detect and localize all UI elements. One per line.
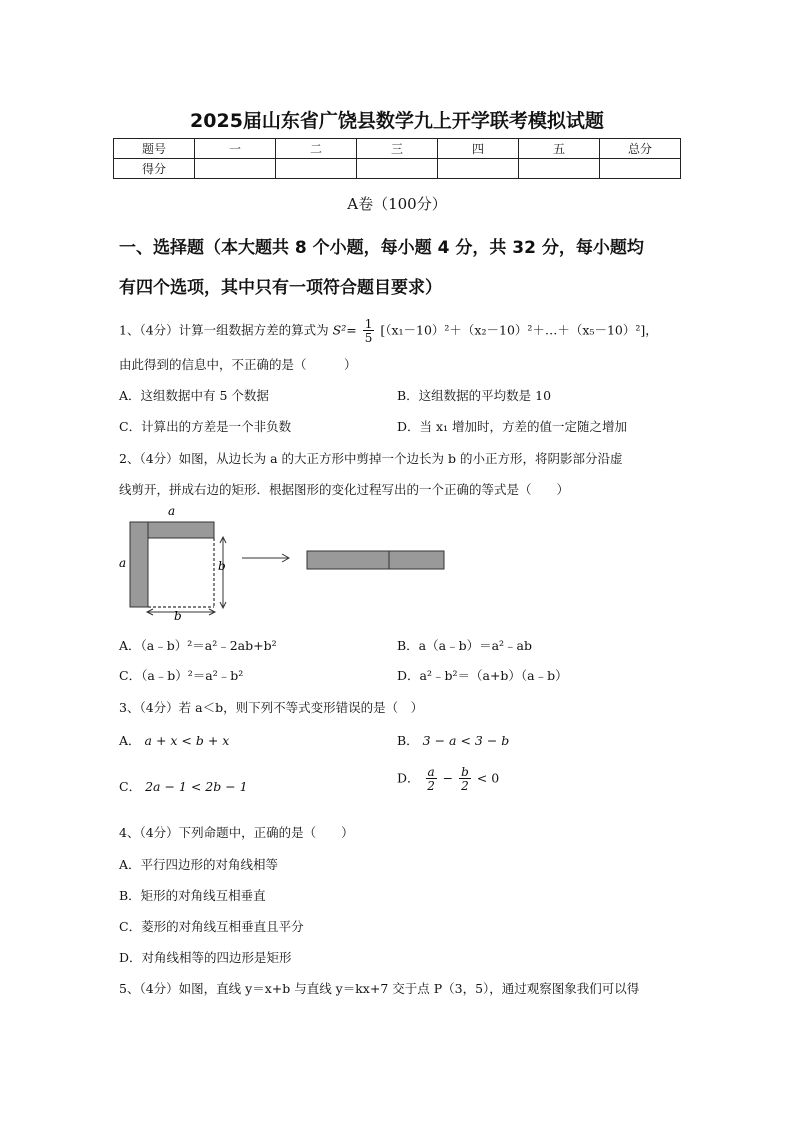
q2-label-b-right: b [218,559,226,573]
q4-option-a[interactable]: A．平行四边形的对角线相等 [119,857,279,872]
q3-option-b[interactable] [397,731,509,749]
q3-option-b-expr: 3 − a < 3 − b [422,733,510,748]
q1-stem [119,318,658,344]
score-cell[interactable] [357,159,438,179]
q3-option-a-prefix: A． [119,733,141,748]
q3-option-c[interactable] [119,777,248,795]
q3-option-c-expr: 2a − 1 < 2b − 1 [145,779,248,794]
q3-option-d-frac2 [459,766,471,792]
q1-variance-symbol: S²= [332,322,357,338]
q2-label-b-bottom: b [174,609,182,620]
q3-option-b-prefix: B． [397,733,419,748]
q1-stem-line2: 由此得到的信息中，不正确的是（ ） [119,357,357,372]
q4-option-b[interactable]: B．矩形的对角线互相垂直 [119,888,266,903]
section-heading-line1: 一、选择题（本大题共 8 个小题，每小题 4 分，共 32 分，每小题均 [119,238,644,258]
q1-formula: [（x₁－10）²＋（x₂－10）²＋…＋（x₅－10）²]， [380,322,658,338]
q3-option-c-prefix: C． [119,779,142,794]
q2-shaded-horizontal-strip [148,522,214,538]
section-heading-line2: 有四个选项，其中只有一项符合题目要求） [119,278,442,298]
page-title: 2025届山东省广饶县数学九上开学联考模拟试题 [190,110,604,132]
q1-stem-prefix: 1、（4分）计算一组数据方差的算式为 [119,322,329,338]
q2-option-a[interactable]: A．（a﹣b）²＝a²﹣2ab+b² [119,638,277,653]
q3-option-d-tail: < 0 [476,770,500,786]
q4-stem: 4、（4分）下列命题中，正确的是（ ） [119,825,354,840]
q3-frac2-num: b [461,765,469,779]
q3-option-d-prefix: D． [397,770,420,786]
q2-result-rect-right [389,551,444,569]
q4-option-d[interactable]: D．对角线相等的四边形是矩形 [119,950,292,965]
q3-option-d-minus: − [442,770,454,786]
q2-label-a-top: a [168,504,176,518]
q3-option-a-expr: a + x < b + x [144,733,230,748]
score-header-cell: 二 [276,139,357,159]
q1-option-b[interactable]: B．这组数据的平均数是 10 [397,388,552,403]
q3-option-d[interactable] [397,766,499,792]
q1-option-d[interactable]: D．当 x₁ 增加时，方差的值一定随之增加 [397,419,628,434]
score-cell[interactable] [600,159,681,179]
score-header-cell: 四 [438,139,519,159]
q1-option-a[interactable]: A．这组数据中有 5 个数据 [119,388,269,403]
q3-option-d-frac1 [426,766,437,792]
q2-label-a-left: a [119,556,127,570]
q1-fraction [363,318,375,344]
score-header-cell: 题号 [114,139,195,159]
q3-frac1-num: a [427,765,435,779]
score-header-cell: 三 [357,139,438,159]
score-cell[interactable] [276,159,357,179]
score-cell[interactable] [438,159,519,179]
q2-stem-line2: 线剪开，拼成右边的矩形．根据图形的变化过程写出的一个正确的等式是（ ） [119,482,570,497]
score-row-label: 得分 [114,159,195,179]
score-cell[interactable] [519,159,600,179]
score-cell[interactable] [195,159,276,179]
q2-shaded-vertical-strip [130,522,148,607]
score-table-score-row [114,159,681,179]
q2-figure [110,500,460,620]
q2-stem-line1: 2、（4分）如图，从边长为 a 的大正方形中剪掉一个边长为 b 的小正方形，将阴影部分沿虚 [119,451,623,466]
q4-option-c[interactable]: C．菱形的对角线互相垂直且平分 [119,919,304,934]
score-table-header-row [114,139,681,159]
q2-option-c[interactable]: C．（a﹣b）²＝a²﹣b² [119,668,244,683]
q3-frac1-den: 2 [427,779,435,793]
paper-part-heading: A卷（100分） [347,195,447,213]
q5-stem: 5、（4分）如图，直线 y＝x+b 与直线 y＝kx+7 交于点 P（3，5），通过观察图象我们可以得 [119,981,640,996]
q2-option-d[interactable]: D．a²﹣b²＝（a+b）（a﹣b） [397,668,568,683]
score-table [113,138,681,179]
q1-option-c[interactable]: C．计算出的方差是一个非负数 [119,419,292,434]
q3-frac2-den: 2 [461,779,469,793]
score-header-cell: 五 [519,139,600,159]
q3-option-a[interactable] [119,731,229,749]
score-header-cell: 一 [195,139,276,159]
q1-fraction-numerator: 1 [364,317,373,331]
q1-fraction-denominator: 5 [364,331,373,345]
q3-stem: 3、（4分）若 a＜b，则下列不等式变形错误的是（ ） [119,700,424,715]
score-header-cell: 总分 [600,139,681,159]
q2-result-rect-left [307,551,389,569]
q2-option-b[interactable]: B．a（a﹣b）＝a²﹣ab [397,638,533,653]
